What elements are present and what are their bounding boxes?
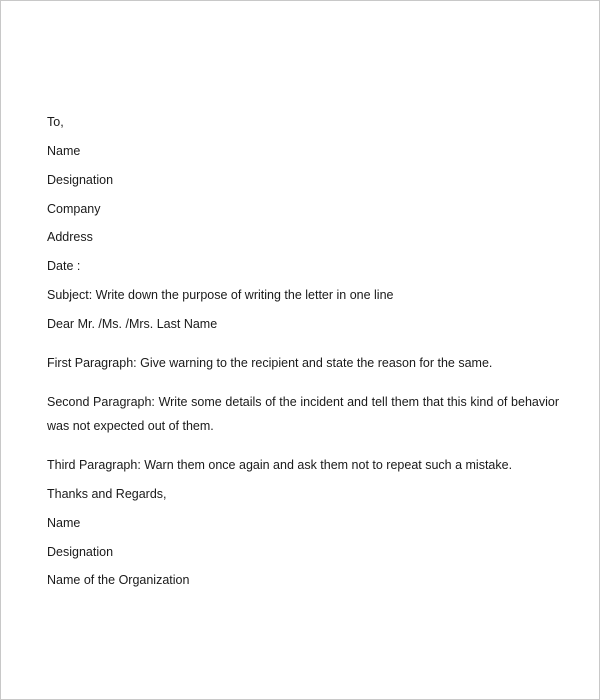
recipient-designation: Designation (47, 173, 114, 187)
first-paragraph: First Paragraph: Give warning to the recipient and state the reason for the same. (47, 356, 493, 370)
closing: Thanks and Regards, (47, 487, 167, 501)
recipient-address: Address (47, 230, 93, 244)
subject-line: Subject: Write down the purpose of writing the letter in one line (47, 288, 394, 302)
sender-designation: Designation (47, 545, 114, 559)
sender-organization: Name of the Organization (47, 573, 190, 587)
recipient-name: Name (47, 144, 81, 158)
sender-name: Name (47, 516, 81, 530)
third-paragraph: Third Paragraph: Warn them once again and ask them not to repeat such a mistake. (47, 458, 513, 472)
date-line: Date : (47, 259, 81, 273)
recipient-company: Company (47, 202, 101, 216)
salutation: Dear Mr. /Ms. /Mrs. Last Name (47, 317, 218, 331)
second-paragraph: Second Paragraph: Write some details of the incident and tell them that this kind of behavior was not expected out of them. (47, 395, 559, 433)
to-line: To, (47, 115, 64, 129)
